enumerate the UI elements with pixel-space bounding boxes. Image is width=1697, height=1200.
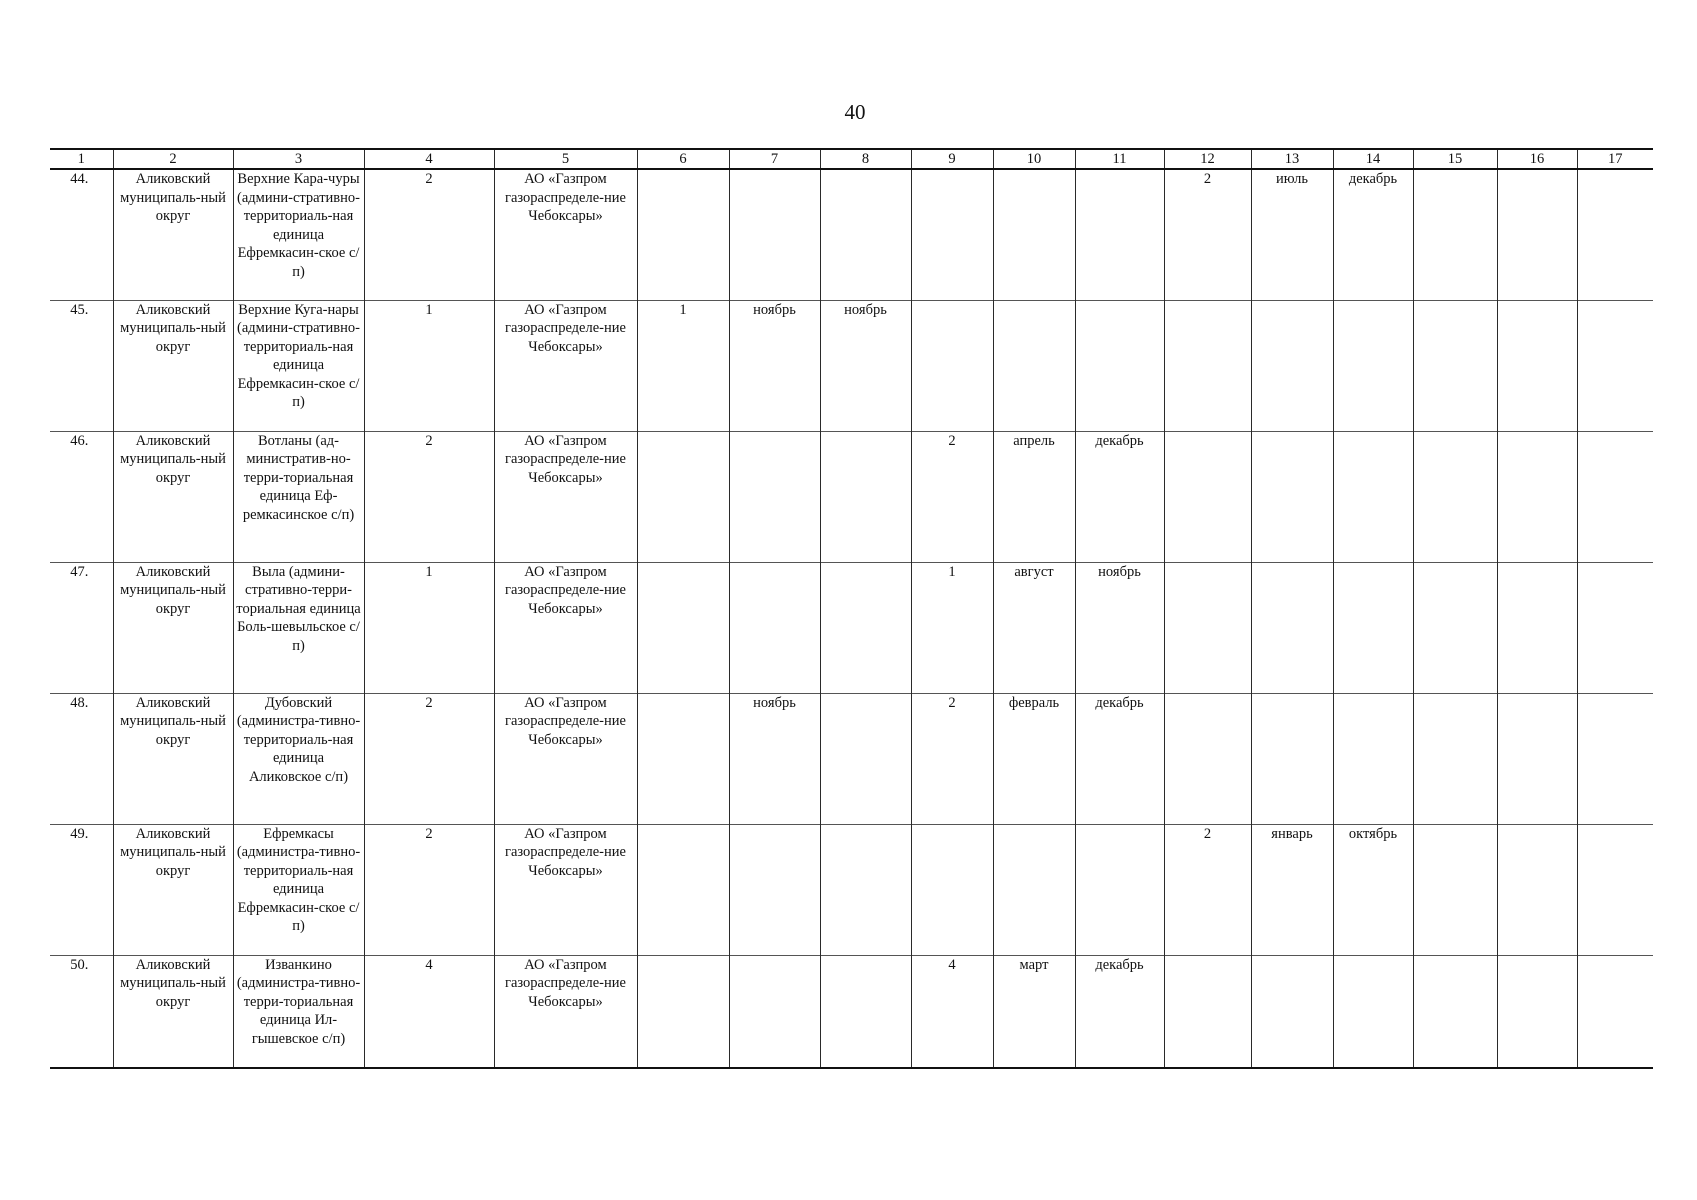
col11-cell: ноябрь [1075,562,1164,693]
col9-cell: 2 [911,693,993,824]
col12-cell [1164,693,1251,824]
col14-cell [1333,955,1413,1068]
col15-cell [1413,693,1497,824]
col12-cell [1164,562,1251,693]
column-header: 17 [1577,149,1653,169]
col16-cell [1497,431,1577,562]
count-cell: 1 [364,562,494,693]
count-cell: 2 [364,431,494,562]
col7-cell [729,955,820,1068]
column-header: 6 [637,149,729,169]
col8-cell: ноябрь [820,300,911,431]
col12-cell [1164,955,1251,1068]
col17-cell [1577,300,1653,431]
col12-cell [1164,300,1251,431]
locality-cell: Выла (админи-стративно-терри-ториальная единица Боль-шевыльское с/п) [233,562,364,693]
col10-cell [993,169,1075,300]
col11-cell [1075,169,1164,300]
column-header: 1 [50,149,113,169]
column-header: 10 [993,149,1075,169]
col17-cell [1577,169,1653,300]
count-cell: 2 [364,693,494,824]
gasification-schedule-table [50,148,1653,1069]
row-number: 47. [50,562,113,693]
operator-cell: АО «Газпром газораспределе-ние Чебоксары» [494,693,637,824]
column-header: 16 [1497,149,1577,169]
col7-cell [729,562,820,693]
col7-cell: ноябрь [729,693,820,824]
col12-cell: 2 [1164,824,1251,955]
col16-cell [1497,693,1577,824]
col17-cell [1577,693,1653,824]
row-number: 48. [50,693,113,824]
row-number: 49. [50,824,113,955]
district-cell: Аликовский муниципаль-ный округ [113,562,233,693]
col16-cell [1497,824,1577,955]
column-header: 8 [820,149,911,169]
column-header: 3 [233,149,364,169]
column-header: 15 [1413,149,1497,169]
row-number: 44. [50,169,113,300]
locality-cell: Изванкино (администра-тивно-терри-ториальная единица Ил-гышевское с/п) [233,955,364,1068]
count-cell: 2 [364,824,494,955]
col17-cell [1577,955,1653,1068]
col14-cell [1333,562,1413,693]
col9-cell [911,300,993,431]
col13-cell: июль [1251,169,1333,300]
table-body [50,169,1653,1068]
col9-cell [911,824,993,955]
col14-cell [1333,300,1413,431]
page-number: 40 [844,100,866,124]
col17-cell [1577,431,1653,562]
col15-cell [1413,562,1497,693]
column-header: 2 [113,149,233,169]
col8-cell [820,824,911,955]
col9-cell [911,169,993,300]
col10-cell: февраль [993,693,1075,824]
col9-cell: 1 [911,562,993,693]
col16-cell [1497,169,1577,300]
count-cell: 1 [364,300,494,431]
col6-cell [637,431,729,562]
table-row [50,562,1653,693]
col13-cell [1251,431,1333,562]
count-cell: 4 [364,955,494,1068]
col16-cell [1497,562,1577,693]
col15-cell [1413,824,1497,955]
table-row [50,431,1653,562]
row-number: 50. [50,955,113,1068]
col9-cell: 2 [911,431,993,562]
row-number: 46. [50,431,113,562]
locality-cell: Ефремкасы (администра-тивно-территориаль-ная единица Ефремкасин-ское с/п) [233,824,364,955]
col6-cell [637,169,729,300]
col7-cell: ноябрь [729,300,820,431]
col16-cell [1497,955,1577,1068]
col8-cell [820,431,911,562]
col6-cell [637,824,729,955]
col17-cell [1577,824,1653,955]
district-cell: Аликовский муниципаль-ный округ [113,431,233,562]
col8-cell [820,169,911,300]
table-row [50,693,1653,824]
column-header: 13 [1251,149,1333,169]
operator-cell: АО «Газпром газораспределе-ние Чебоксары» [494,824,637,955]
column-header: 4 [364,149,494,169]
col11-cell [1075,300,1164,431]
locality-cell: Вотланы (ад-министратив-но-терри-ториальная единица Еф-ремкасинское с/п) [233,431,364,562]
column-header: 9 [911,149,993,169]
col10-cell: апрель [993,431,1075,562]
col14-cell [1333,431,1413,562]
col13-cell: январь [1251,824,1333,955]
col7-cell [729,169,820,300]
operator-cell: АО «Газпром газораспределе-ние Чебоксары» [494,431,637,562]
col8-cell [820,562,911,693]
col14-cell: декабрь [1333,169,1413,300]
table-row [50,824,1653,955]
col6-cell [637,955,729,1068]
table-row [50,169,1653,300]
col6-cell [637,562,729,693]
operator-cell: АО «Газпром газораспределе-ние Чебоксары» [494,562,637,693]
col15-cell [1413,955,1497,1068]
locality-cell: Дубовский (администра-тивно-территориаль-ная единица Аликовское с/п) [233,693,364,824]
col13-cell [1251,300,1333,431]
locality-cell: Верхние Куга-нары (админи-стративно-территориаль-ная единица Ефремкасин-ское с/п) [233,300,364,431]
col11-cell [1075,824,1164,955]
col13-cell [1251,562,1333,693]
table-row [50,955,1653,1068]
column-number-header-row [50,149,1653,169]
col10-cell [993,824,1075,955]
col8-cell [820,693,911,824]
operator-cell: АО «Газпром газораспределе-ние Чебоксары» [494,955,637,1068]
row-number: 45. [50,300,113,431]
count-cell: 2 [364,169,494,300]
col16-cell [1497,300,1577,431]
district-cell: Аликовский муниципаль-ный округ [113,955,233,1068]
col6-cell: 1 [637,300,729,431]
col17-cell [1577,562,1653,693]
column-header: 11 [1075,149,1164,169]
district-cell: Аликовский муниципаль-ный округ [113,300,233,431]
col15-cell [1413,169,1497,300]
col13-cell [1251,693,1333,824]
operator-cell: АО «Газпром газораспределе-ние Чебоксары» [494,300,637,431]
col9-cell: 4 [911,955,993,1068]
locality-cell: Верхние Кара-чуры (админи-стративно-территориаль-ная единица Ефремкасин-ское с/п) [233,169,364,300]
district-cell: Аликовский муниципаль-ный округ [113,169,233,300]
column-header: 5 [494,149,637,169]
col10-cell: март [993,955,1075,1068]
col15-cell [1413,431,1497,562]
col14-cell: октябрь [1333,824,1413,955]
district-cell: Аликовский муниципаль-ный округ [113,824,233,955]
col7-cell [729,824,820,955]
column-header: 7 [729,149,820,169]
col8-cell [820,955,911,1068]
col6-cell [637,693,729,824]
col10-cell: август [993,562,1075,693]
col13-cell [1251,955,1333,1068]
col11-cell: декабрь [1075,431,1164,562]
col15-cell [1413,300,1497,431]
col11-cell: декабрь [1075,955,1164,1068]
column-header: 14 [1333,149,1413,169]
col7-cell [729,431,820,562]
col14-cell [1333,693,1413,824]
col12-cell: 2 [1164,169,1251,300]
district-cell: Аликовский муниципаль-ный округ [113,693,233,824]
operator-cell: АО «Газпром газораспределе-ние Чебоксары» [494,169,637,300]
col11-cell: декабрь [1075,693,1164,824]
col10-cell [993,300,1075,431]
column-header: 12 [1164,149,1251,169]
col12-cell [1164,431,1251,562]
table-row [50,300,1653,431]
